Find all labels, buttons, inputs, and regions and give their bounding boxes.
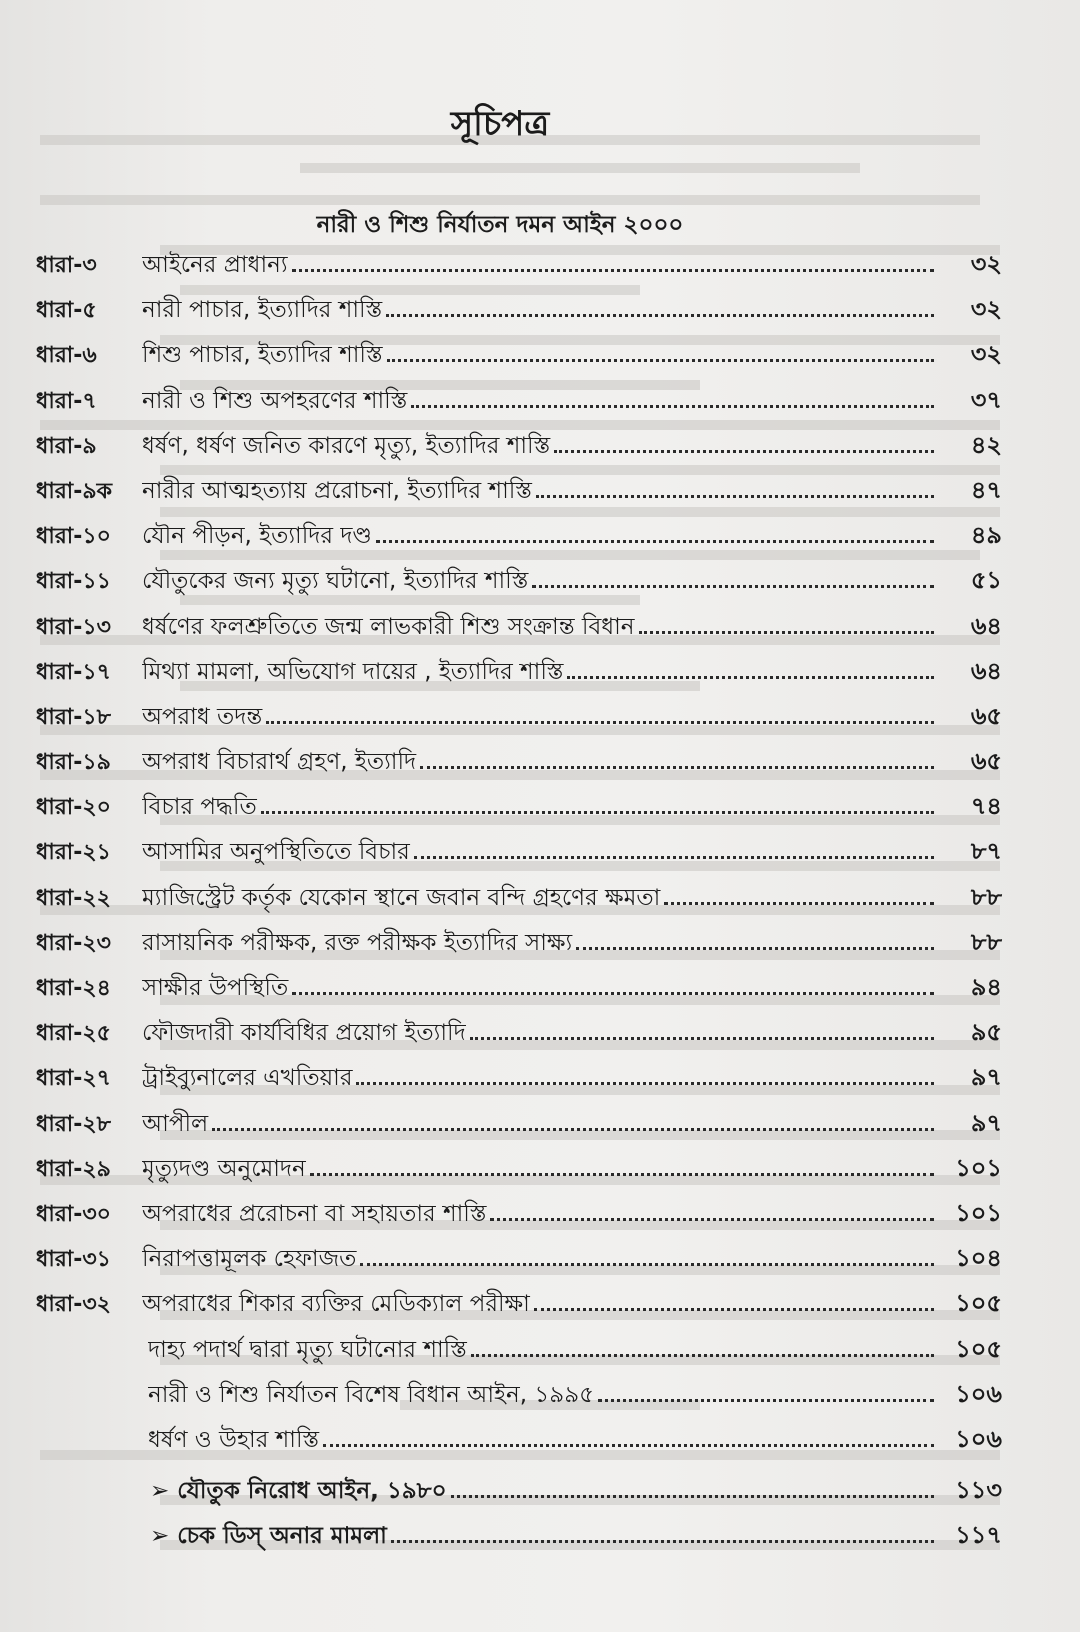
dot-leader — [360, 1247, 934, 1266]
toc-entry-line — [142, 1195, 934, 1234]
toc-section-number: ধারা-১৯ — [36, 750, 111, 776]
toc-entry-title: ম্যাজিস্ট্রেট কর্তৃক যেকোন স্থানে জবান বন্দি গ্রহণের ক্ষমতা — [142, 884, 661, 911]
dot-leader — [414, 840, 934, 859]
toc-entry-line — [142, 608, 934, 647]
toc-entry — [0, 1103, 1080, 1148]
toc-entry-title: আপীল — [142, 1110, 209, 1137]
toc-entry — [0, 425, 1080, 470]
toc-page-number: ৩২ — [970, 295, 1002, 324]
toc-entry-title: ধর্ষণ ও উহার শাস্তি — [148, 1426, 320, 1453]
dot-leader — [536, 479, 934, 498]
toc-entry-line — [148, 1421, 934, 1460]
dot-leader — [639, 615, 934, 634]
dot-leader — [292, 976, 934, 995]
toc-section-number: ধারা-২৮ — [36, 1111, 111, 1137]
toc-page-number: ৯৭ — [970, 1063, 1002, 1092]
toc-entry-line — [142, 517, 934, 556]
toc-entry — [0, 1374, 1080, 1419]
toc-entry — [0, 470, 1080, 515]
toc-entry — [0, 1515, 1080, 1560]
toc-entry — [0, 651, 1080, 696]
toc-entry-title: আইনের প্রাধান্য — [142, 252, 288, 278]
toc-page-number: ১১৭ — [955, 1521, 1002, 1550]
toc-entry-line — [148, 1376, 934, 1415]
toc-section-number: ধারা-২০ — [36, 795, 111, 821]
toc-entry-title: মিথ্যা মামলা, অভিযোগ দায়ের , ইত্যাদির শাস্তি — [142, 658, 564, 685]
toc-entry-line — [148, 1331, 934, 1370]
toc-entry — [0, 741, 1080, 786]
dot-leader — [532, 569, 934, 588]
toc-section-number: ধারা-৯ক — [36, 478, 112, 504]
toc-entry-title: অপরাধের শিকার ব্যক্তির মেডিক্যাল পরীক্ষা — [142, 1291, 530, 1318]
toc-entry-line — [142, 1059, 934, 1098]
toc-page-number: ৮৮ — [970, 882, 1002, 911]
toc-page-number: ৮৮ — [970, 927, 1002, 956]
toc-entry — [0, 244, 1080, 289]
toc-entry-line — [142, 788, 934, 827]
toc-section-number: ধারা-২৭ — [36, 1066, 111, 1092]
toc-section-number: ধারা-১৭ — [36, 659, 111, 685]
dot-leader — [391, 1524, 934, 1543]
toc-section-number: ধারা-২৯ — [36, 1156, 111, 1182]
toc-section-number: ধারা-২৪ — [36, 976, 111, 1001]
dot-leader — [261, 795, 934, 814]
toc-page-number: ৫১ — [970, 566, 1002, 595]
toc-entry-title: ➢ চেক ডিস্ অনার মামলা — [150, 1523, 387, 1550]
toc-page-number: ৩২ — [970, 250, 1002, 278]
dot-leader — [356, 1066, 934, 1085]
toc-entry — [0, 1470, 1080, 1515]
toc-entry-title: যৌন পীড়ন, ইত্যাদির দণ্ড — [142, 523, 372, 550]
toc-page-number: ৬৪ — [970, 611, 1002, 640]
dot-leader — [420, 750, 934, 769]
toc-entry-line — [142, 1240, 934, 1279]
toc-entry — [0, 560, 1080, 605]
toc-entry-title: দাহ্য পদার্থ দ্বারা মৃত্যু ঘটানোর শাস্তি — [148, 1336, 467, 1363]
dot-leader — [664, 886, 934, 905]
toc-section-number: ধারা-২৩ — [36, 930, 111, 956]
toc-entry-line — [142, 472, 934, 511]
toc-page-number: ১০৬ — [955, 1424, 1002, 1453]
toc-section-number: ধারা-২২ — [36, 885, 111, 911]
act-subtitle: নারী ও শিশু নির্যাতন দমন আইন ২০০০ — [316, 212, 684, 238]
toc-entry-title: ধর্ষণের ফলশ্রুতিতে জন্ম লাভকারী শিশু সংক্রান্ত বিধান — [142, 613, 635, 640]
dot-leader — [386, 298, 934, 317]
toc-entry — [0, 1419, 1080, 1464]
toc-section-number: ধারা-৯ — [36, 433, 97, 459]
dot-leader — [387, 343, 934, 362]
toc-page-number: ১০৪ — [955, 1244, 1002, 1273]
dot-leader — [534, 1292, 934, 1311]
toc-section-number: ধারা-২১ — [36, 840, 111, 866]
toc-entry-title: আসামির অনুপস্থিতিতে বিচার — [142, 839, 410, 866]
toc-entry — [0, 967, 1080, 1012]
toc-entry-line — [150, 1517, 934, 1556]
toc-entry — [0, 786, 1080, 831]
toc-entry — [0, 1057, 1080, 1102]
toc-section-number: ধারা-২৫ — [36, 1021, 111, 1047]
toc-section-number: ধারা-৭ — [36, 388, 97, 414]
dot-leader — [576, 931, 934, 950]
dot-leader — [266, 705, 934, 724]
toc-entry-line — [142, 698, 934, 737]
toc-page-number: ৪৭ — [970, 475, 1002, 504]
toc-section-number: ধারা-৬ — [36, 343, 97, 369]
dot-leader — [567, 660, 934, 679]
toc-entry-title: নারী ও শিশু নির্যাতন বিশেষ বিধান আইন, ১৯৯৫ — [148, 1381, 595, 1408]
toc-page-number: ১০৫ — [955, 1289, 1002, 1318]
dot-leader — [292, 253, 934, 272]
toc-entry — [0, 289, 1080, 334]
toc-section-number: ধারা-৩০ — [36, 1201, 111, 1227]
toc-entry-title: বিচার পদ্ধতি — [142, 794, 257, 821]
dot-leader — [310, 1157, 934, 1176]
toc-entry — [0, 1193, 1080, 1238]
dot-leader — [490, 1202, 934, 1221]
toc-entry-line — [142, 562, 934, 601]
toc-entry-title: ফৌজদারী কার্যবিধির প্রয়োগ ইত্যাদি — [142, 1020, 466, 1047]
toc-entry — [0, 1148, 1080, 1193]
toc-page-number: ৪২ — [970, 430, 1002, 459]
dot-leader — [376, 524, 934, 543]
toc-entry-title: নারী ও শিশু অপহরণের শাস্তি — [142, 387, 408, 414]
toc-entry-line — [142, 1105, 934, 1144]
toc-entry-title: ➢ যৌতুক নিরোধ আইন, ১৯৮০ — [150, 1478, 447, 1505]
toc-section-number: ধারা-৩২ — [36, 1292, 111, 1318]
toc-entry — [0, 922, 1080, 967]
toc-page-number: ১০৫ — [955, 1334, 1002, 1363]
dot-leader — [451, 1479, 934, 1498]
toc-entry-line — [150, 1472, 934, 1511]
toc-entry-title: শিশু পাচার, ইত্যাদির শাস্তি — [142, 342, 383, 369]
toc-entry-title: রাসায়নিক পরীক্ষক, রক্ত পরীক্ষক ইত্যাদির সাক্ষ্য — [142, 929, 573, 956]
page-title: সূচিপত্র — [450, 104, 550, 144]
toc-page-number: ৯৭ — [970, 1108, 1002, 1137]
toc-entry — [0, 1283, 1080, 1328]
toc-entry — [0, 877, 1080, 922]
toc-page-number: ৬৫ — [970, 747, 1002, 776]
toc-page-number: ১০৬ — [955, 1379, 1002, 1408]
toc-entry-title: নিরাপত্তামূলক হেফাজত — [142, 1246, 357, 1273]
toc-entry — [0, 1238, 1080, 1283]
toc-page-number: ৩২ — [970, 340, 1002, 369]
toc-page-number: ১০১ — [955, 1198, 1002, 1227]
table-of-contents — [0, 244, 1080, 1560]
toc-section-number: ধারা-১৮ — [36, 704, 111, 730]
toc-section-number: ধারা-১৩ — [36, 614, 111, 640]
toc-entry-line — [142, 382, 934, 421]
toc-entry — [0, 606, 1080, 651]
toc-page-number: ৯৪ — [970, 973, 1002, 1001]
toc-entry-line — [142, 969, 934, 1008]
toc-section-number: ধারা-৩১ — [36, 1247, 111, 1273]
toc-page-number: ৯৫ — [970, 1018, 1002, 1047]
toc-entry — [0, 1012, 1080, 1057]
toc-page-number: ৬৫ — [970, 701, 1002, 730]
toc-entry — [0, 831, 1080, 876]
toc-page-number: ৩৭ — [970, 385, 1002, 414]
toc-page-number: ৬৪ — [970, 656, 1002, 685]
toc-entry-line — [142, 336, 934, 375]
toc-entry-line — [142, 1014, 934, 1053]
toc-entry-title: সাক্ষীর উপস্থিতি — [142, 975, 289, 1001]
toc-entry-title: যৌতুকের জন্য মৃত্যু ঘটানো, ইত্যাদির শাস্তি — [142, 568, 529, 595]
toc-entry-line — [142, 743, 934, 782]
toc-entry-line — [142, 427, 934, 466]
toc-entry — [0, 696, 1080, 741]
toc-page-number: ৭৪ — [970, 792, 1002, 821]
dot-leader — [411, 389, 934, 408]
toc-entry-title: নারী পাচার, ইত্যাদির শাস্তি — [142, 297, 383, 324]
toc-entry-title: ধর্ষণ, ধর্ষণ জনিত কারণে মৃত্যু, ইত্যাদির শাস্তি — [142, 432, 551, 459]
toc-entry — [0, 380, 1080, 425]
toc-section-number: ধারা-১১ — [36, 569, 111, 595]
toc-entry-title: অপরাধের প্ররোচনা বা সহায়তার শাস্তি — [142, 1200, 487, 1227]
toc-entry-line — [142, 246, 934, 285]
toc-entry-title: মৃত্যুদণ্ড অনুমোদন — [142, 1155, 306, 1182]
toc-entry-line — [142, 833, 934, 872]
toc-entry-line — [142, 879, 934, 918]
toc-section-number: ধারা-৫ — [36, 298, 97, 324]
toc-page-number: ১১৩ — [955, 1476, 1002, 1505]
toc-entry — [0, 334, 1080, 379]
dot-leader — [470, 1021, 934, 1040]
toc-entry-line — [142, 924, 934, 963]
dot-leader — [554, 434, 934, 453]
toc-entry-title: অপরাধ বিচারার্থ গ্রহণ, ইত্যাদি — [142, 749, 417, 776]
toc-entry-line — [142, 1285, 934, 1324]
toc-section-number: ধারা-১০ — [36, 524, 111, 550]
toc-entry-line — [142, 291, 934, 330]
toc-page-number: ৮৭ — [970, 837, 1002, 866]
toc-section-number: ধারা-৩ — [36, 253, 97, 278]
dot-leader — [323, 1428, 934, 1447]
dot-leader — [212, 1112, 934, 1131]
toc-entry — [0, 515, 1080, 560]
toc-entry-title: অপরাধ তদন্ত — [142, 703, 263, 730]
toc-entry-line — [142, 1150, 934, 1189]
dot-leader — [598, 1383, 934, 1402]
toc-entry-title: নারীর আত্মহত্যায় প্ররোচনা, ইত্যাদির শাস্তি — [142, 477, 532, 504]
toc-entry-title: ট্রাইব্যুনালের এখতিয়ার — [142, 1065, 353, 1092]
toc-entry-line — [142, 653, 934, 692]
toc-entry — [0, 1329, 1080, 1374]
dot-leader — [471, 1338, 934, 1357]
toc-page-number: ১০১ — [955, 1153, 1002, 1182]
toc-page-number: ৪৯ — [970, 521, 1002, 550]
